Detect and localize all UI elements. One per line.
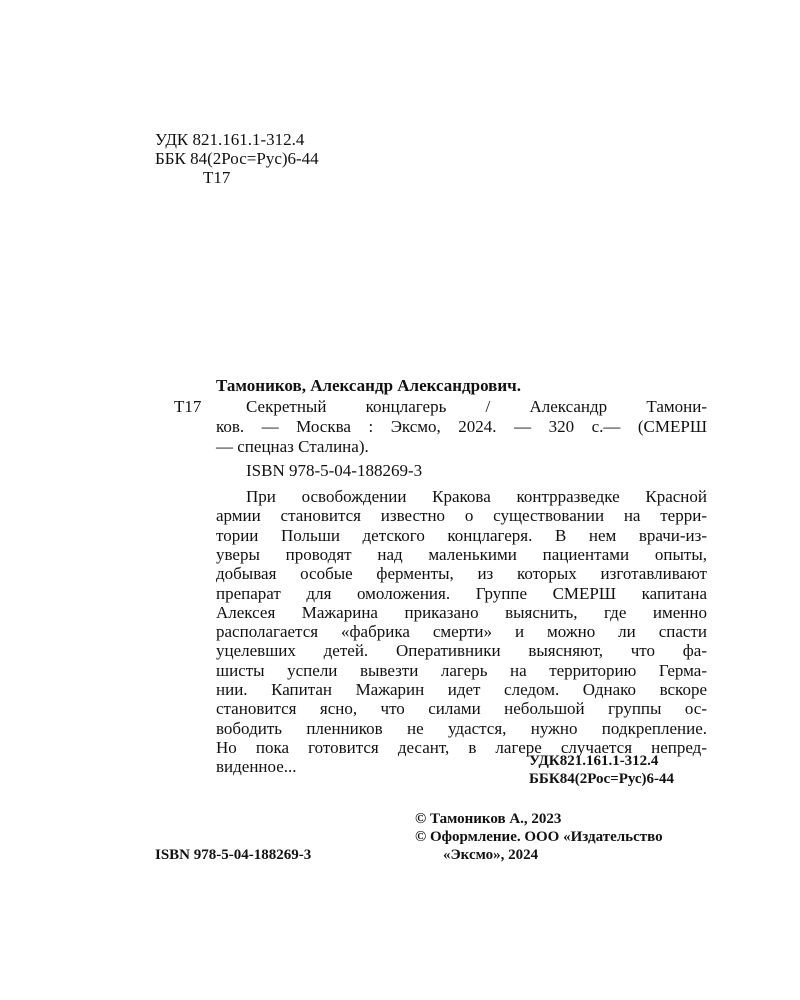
footer-udk-code: УДК821.161.1-312.4 xyxy=(529,753,659,769)
author-heading: Тамоников, Александр Александрович. xyxy=(216,376,521,395)
copyright-design: © Оформление. ООО «Издательство xyxy=(415,829,663,845)
title-line: Секретный концлагерь / Александр Тамони- xyxy=(246,397,707,416)
copyright-design-cont: «Эксмо», 2024 xyxy=(443,847,539,863)
copyright-author: © Тамоников А., 2023 xyxy=(415,811,562,827)
footer-bbk-code: ББК84(2Рос=Рус)6-44 xyxy=(529,771,675,787)
annotation-line: уверы проводят над маленькими пациентами опыты, xyxy=(216,544,707,564)
title-line: ков. — Москва : Эксмо, 2024. — 320 с.— (СМЕРШ xyxy=(216,417,707,436)
title-block xyxy=(216,397,707,459)
annotation-line: добывая особые ферменты, из которых изготавливают xyxy=(216,564,707,584)
annotation-line: виденное... xyxy=(216,757,297,777)
annotation-line: уцелевших детей. Оперативники выясняют, что фа- xyxy=(216,641,707,661)
annotation-line: При освобождении Кракова контрразведке Красной xyxy=(246,487,707,506)
author-sign-record: Т17 xyxy=(174,397,202,416)
annotation-line: шисты успели вывезти лагерь на территорию Герма- xyxy=(216,660,707,680)
title-line: — спецназ Сталина). xyxy=(216,437,369,456)
annotation-line: вободить пленников не удастся, нужно подкрепление. xyxy=(216,718,707,738)
record-isbn: ISBN 978-5-04-188269-3 xyxy=(246,461,423,480)
annotation-line: располагается «фабрика смерти» и можно ли спасти xyxy=(216,622,707,642)
annotation-line: препарат для омоложения. Группе СМЕРШ капитана xyxy=(216,583,707,603)
annotation-line: Алексея Мажарина приказано выяснить, где именно xyxy=(216,602,707,622)
annotation-paragraph xyxy=(216,487,707,787)
annotation-line: армии становится известно о существовании на терри- xyxy=(216,506,707,526)
bottom-isbn: ISBN 978-5-04-188269-3 xyxy=(155,847,312,863)
annotation-line: нии. Капитан Мажарин идет следом. Однако вскоре xyxy=(216,680,707,699)
udk-code: УДК 821.161.1-312.4 xyxy=(155,130,305,149)
author-sign-top: Т17 xyxy=(203,168,231,187)
annotation-line: становится ясно, что силами небольшой группы ос- xyxy=(216,699,707,719)
annotation-line: Но пока готовится десант, в лагере случается непред- xyxy=(216,737,707,757)
bbk-code: ББК 84(2Рос=Рус)6-44 xyxy=(155,149,319,168)
annotation-line: тории Польши детского концлагеря. В нем врачи-из- xyxy=(216,525,707,545)
